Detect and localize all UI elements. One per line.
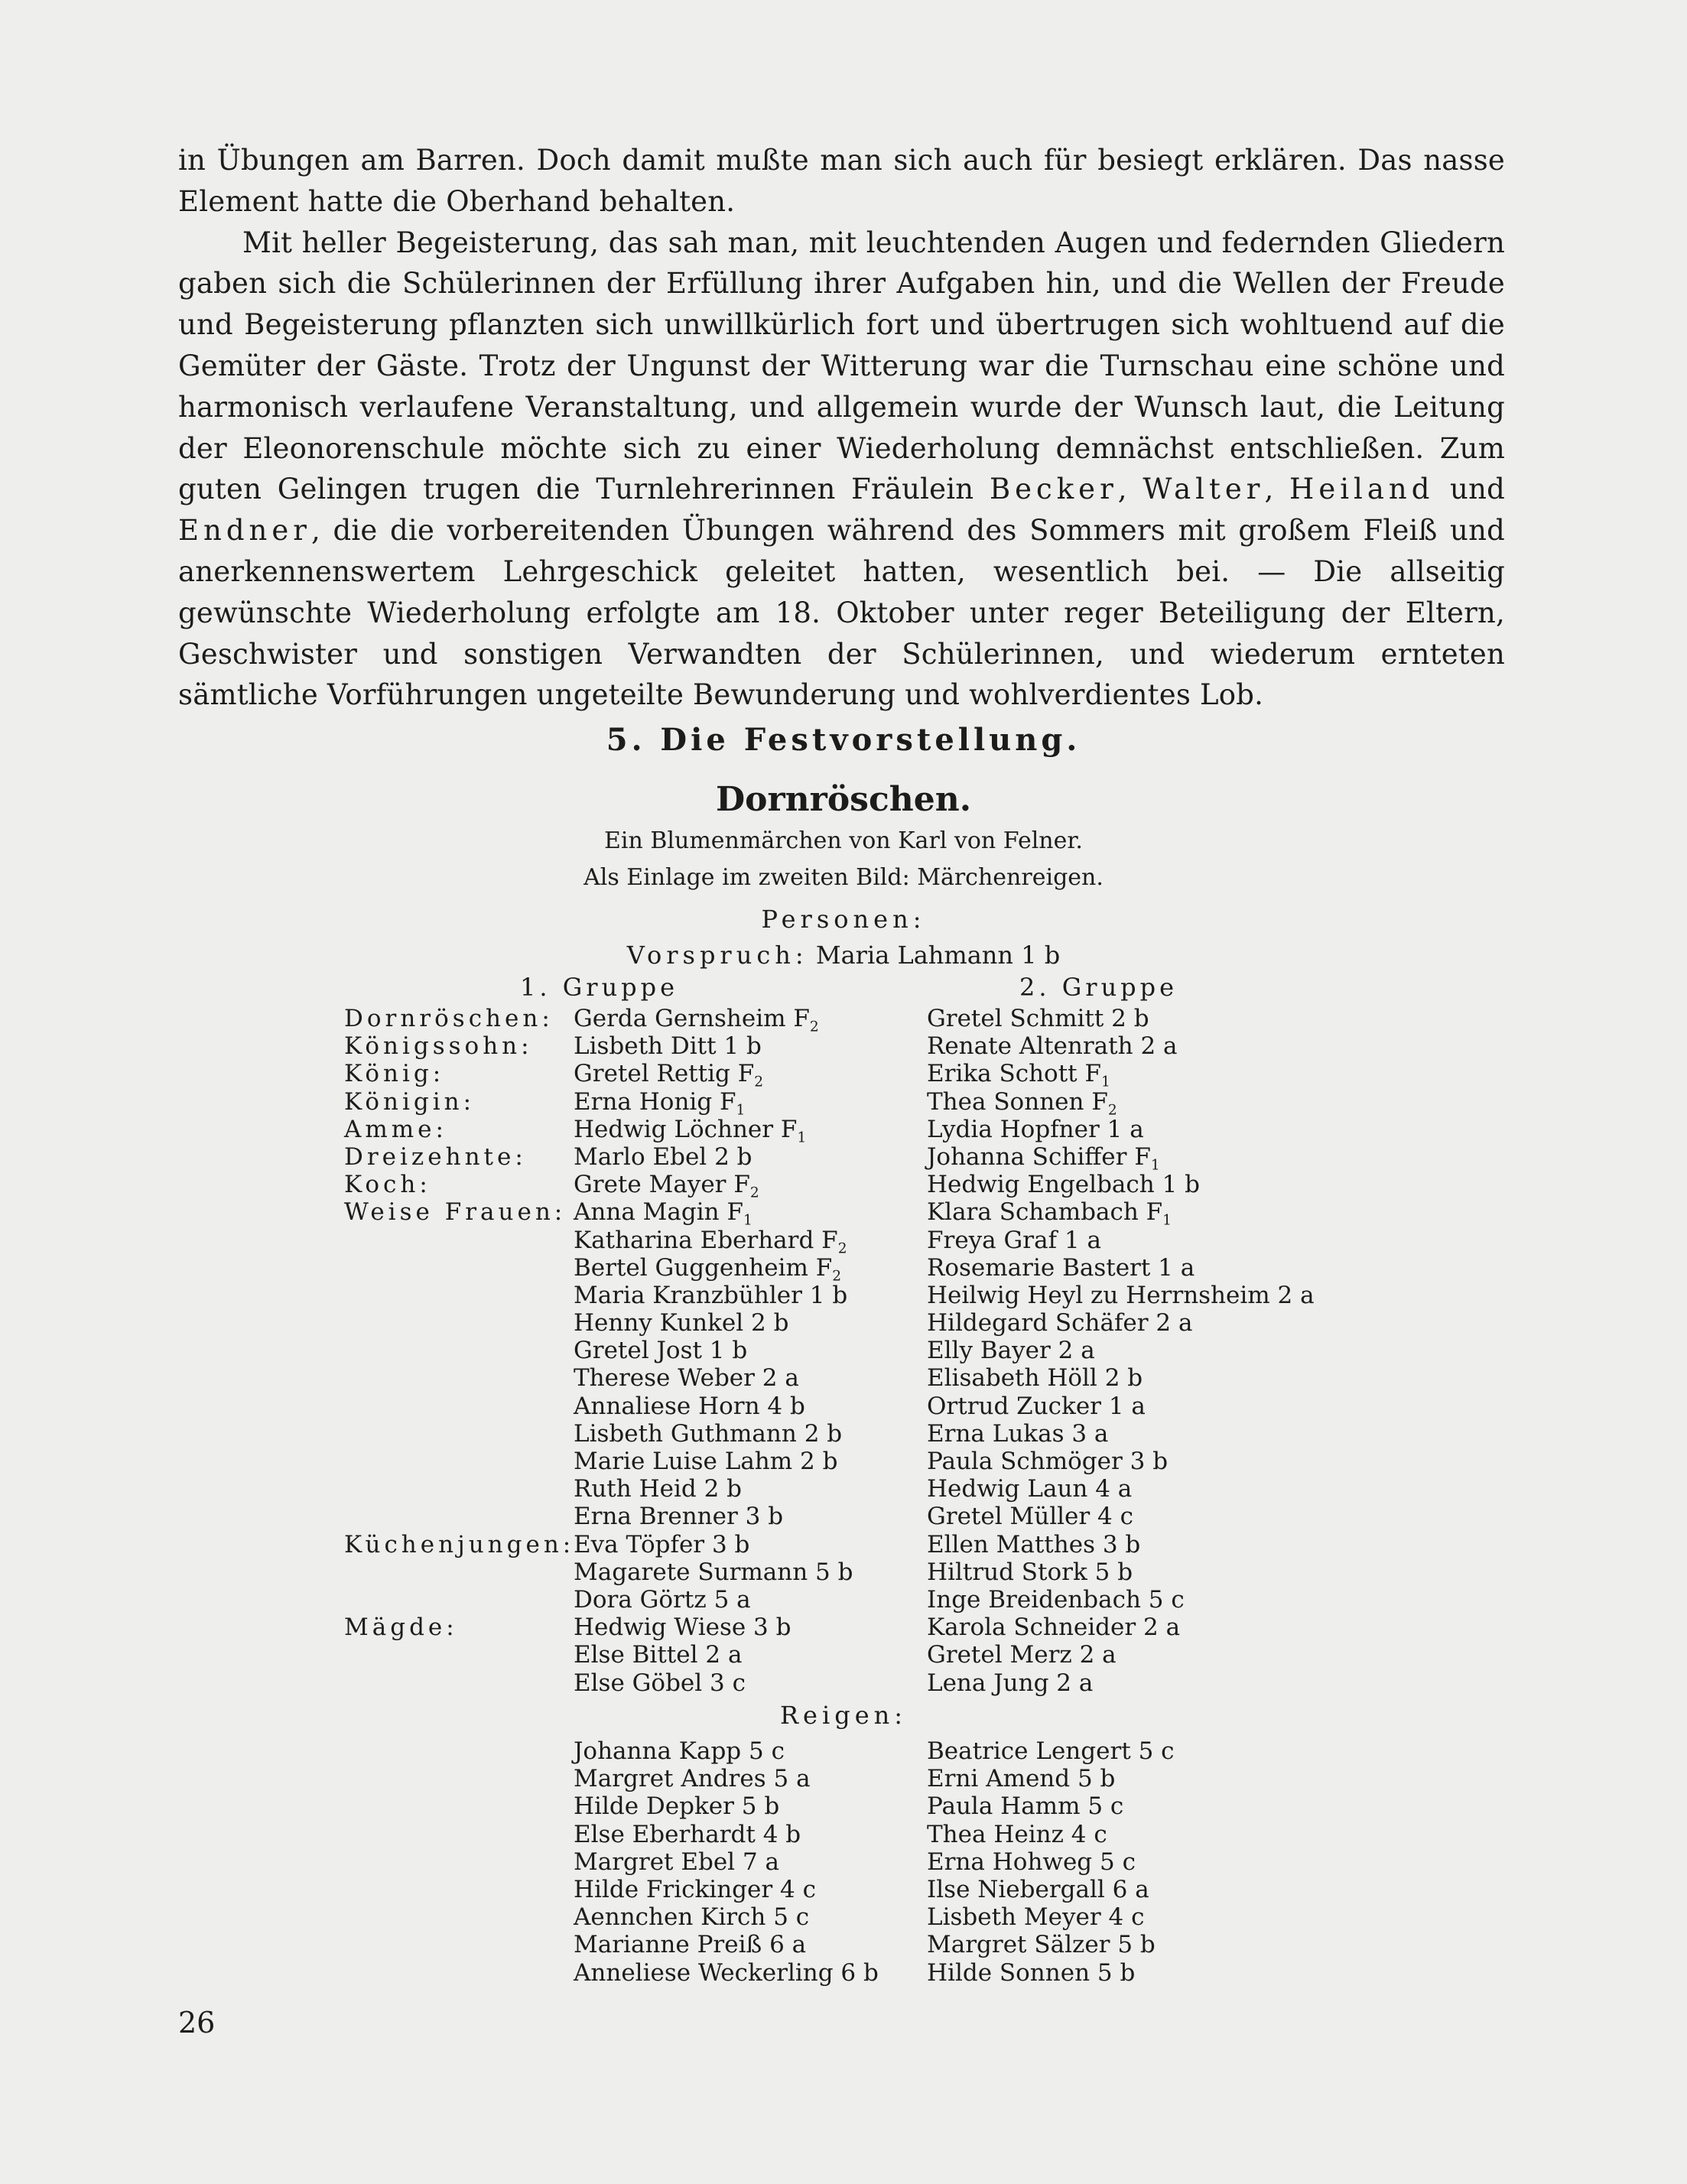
cast-group-2-name bbox=[927, 1227, 1101, 1254]
cast-role: Küchenjungen: bbox=[344, 1530, 575, 1558]
cast-row bbox=[0, 1641, 1687, 1669]
cast-name-text: Gretel Schmitt 2 b bbox=[927, 1005, 1149, 1032]
class-subscript: 2 bbox=[809, 1019, 819, 1035]
cast-group-1-name bbox=[574, 1558, 853, 1586]
cast-name-text: Gretel Jost 1 b bbox=[574, 1337, 748, 1365]
cast-name-text: Gretel Merz 2 a bbox=[927, 1641, 1117, 1669]
cast-group-2-name bbox=[927, 1087, 1117, 1119]
cast-group-2-name bbox=[927, 1282, 1315, 1309]
cast-name-text: Gerda Gernsheim F bbox=[574, 1005, 810, 1032]
cast-row bbox=[0, 1364, 1687, 1392]
cast-row bbox=[0, 1337, 1687, 1364]
cast-name-text: Klara Schambach F bbox=[927, 1198, 1163, 1227]
paragraph-1: in Übungen am Barren. Doch damit mußte man sich auch für besiegt erklären. Das nasse Element hatte die Oberhand behalten. bbox=[178, 144, 1505, 218]
cast-row bbox=[0, 1171, 1687, 1201]
class-subscript: 1 bbox=[1101, 1074, 1110, 1090]
cast-role: Königin: bbox=[344, 1087, 476, 1116]
paragraph-2: Mit heller Begeisterung, das sah man, mit leuchtenden Augen und federnden Gliedern gaben sich die Schülerinnen der Erfüllung ihrer Aufgaben hin, und die Wellen der Freude und Begeisterung pflanzten sich unwillkürlich fort und übertrugen sich wohltuend auf die Gemüter der Gäste. Trotz der Ungunst der Witterung war die Turnschau eine schöne und harmonisch verlaufene Veranstaltung, und allgemein wurde der Wunsch laut, die Leitung der Eleonorenschule möchte sich zu einer Wiederholung demnächst entschließen. Zum guten Gelingen trugen die Turnlehrerinnen Fräulein Becker, Walter, Heiland und Endner, die die vorbereitenden Übungen während des Sommers mit großem Fleiß und anerkennenswertem Lehrgeschick geleitet hatten, wesentlich bei. — Die allseitig gewünschte Wiederholung erfolgte am 18. Oktober unter reger Beteiligung der Eltern, Geschwister und sonstigen Verwandten der Schülerinnen, und wiederum ernteten sämtliche Vorführungen ungeteilte Bewunderung und wohlverdientes Lob. bbox=[178, 226, 1505, 712]
cast-group-1-name bbox=[574, 1393, 805, 1420]
cast-group-2-name bbox=[927, 1448, 1168, 1475]
cast-row bbox=[0, 1448, 1687, 1475]
reigen-left-name: Aennchen Kirch 5 c bbox=[574, 1903, 810, 1932]
cast-group-2-name bbox=[927, 1641, 1117, 1669]
cast-name-text: Else Göbel 3 c bbox=[574, 1669, 746, 1697]
cast-row bbox=[0, 1420, 1687, 1448]
cast-group-1-name bbox=[574, 1586, 751, 1614]
reigen-row bbox=[0, 1792, 1687, 1820]
reigen-right-name: Lisbeth Meyer 4 c bbox=[927, 1903, 1145, 1932]
cast-name-text: Maria Kranzbühler 1 b bbox=[574, 1281, 848, 1309]
cast-group-2-name bbox=[927, 1531, 1140, 1558]
reigen-left-name: Hilde Frickinger 4 c bbox=[574, 1875, 816, 1903]
reigen-row bbox=[0, 1821, 1687, 1848]
reigen-right-name: Beatrice Lengert 5 c bbox=[927, 1737, 1175, 1765]
cast-name-text: Paula Schmöger 3 b bbox=[927, 1448, 1169, 1475]
play-title: Dornröschen. bbox=[715, 780, 972, 819]
paragraph-2-part-a: Mit heller Begeisterung, das sah man, mit leuchtenden Augen und federnden Gliedern gaben sich die Schülerinnen der Erfüllung ihrer Aufgaben hin, und die Wellen der Freude und Begeisterung pflanzten sich unwillkürlich fort und übertrugen sich wohltuend auf die Gemüter der Gäste. Trotz der Ungunst der Witterung war die Turnschau eine schöne und harmonisch verlaufene Veranstaltung, und allgemein wurde der Wunsch laut, die Leitung der Eleonorenschule möchte sich zu einer Wiederholung demnächst entschließen. Zum guten Gelingen trugen die Turnlehrerinnen Fräulein bbox=[178, 226, 1505, 506]
cast-role: Amme: bbox=[344, 1115, 447, 1143]
cast-group-1-name bbox=[574, 1420, 842, 1448]
cast-group-2-name bbox=[927, 1142, 1160, 1174]
cast-row bbox=[0, 1115, 1687, 1146]
cast-name-text: Erna Honig F bbox=[574, 1087, 736, 1116]
cast-group-1-name bbox=[574, 1143, 752, 1171]
cast-row bbox=[0, 1032, 1687, 1060]
cast-group-1-name bbox=[574, 1337, 747, 1364]
cast-row bbox=[0, 1393, 1687, 1420]
cast-group-1-name bbox=[574, 1032, 762, 1060]
cast-name-text: Anna Magin F bbox=[574, 1198, 743, 1227]
cast-group-1-name bbox=[574, 1364, 799, 1392]
cast-role: Dornröschen: bbox=[344, 1005, 554, 1032]
cast-name-text: Gretel Rettig F bbox=[574, 1060, 755, 1088]
cast-group-2-name bbox=[927, 1171, 1200, 1198]
personen-heading: Personen: bbox=[761, 905, 926, 934]
cast-name-text: Ortrud Zucker 1 a bbox=[927, 1392, 1146, 1420]
cast-group-1-name bbox=[574, 1531, 749, 1558]
cast-group-2-name bbox=[927, 1669, 1093, 1697]
cast-name-text: Hedwig Engelbach 1 b bbox=[927, 1171, 1200, 1199]
cast-role: Dreizehnte: bbox=[344, 1142, 527, 1171]
reigen-heading: Reigen: bbox=[779, 1701, 908, 1730]
cast-group-2-name bbox=[927, 1337, 1095, 1364]
reigen-row bbox=[0, 1959, 1687, 1987]
cast-name-text: Marlo Ebel 2 b bbox=[574, 1142, 752, 1171]
cast-group-2-name bbox=[927, 1393, 1146, 1420]
cast-name-text: Lydia Hopfner 1 a bbox=[927, 1115, 1144, 1143]
cast-row bbox=[0, 1282, 1687, 1309]
cast-name-text: Elisabeth Höll 2 b bbox=[927, 1364, 1143, 1393]
cast-name-text: Ruth Heid 2 b bbox=[574, 1475, 742, 1503]
class-subscript: 1 bbox=[1162, 1212, 1172, 1229]
cast-row bbox=[0, 1503, 1687, 1530]
cast-name-text: Lisbeth Ditt 1 b bbox=[574, 1032, 762, 1061]
reigen-right-name: Erna Hohweg 5 c bbox=[927, 1848, 1136, 1876]
paragraph-2-part-b: , die die vorbereitenden Übungen während des Sommers mit großem Fleiß und anerkennenswertem Lehrgeschick geleitet hatten, wesentlich bei. — Die allseitig gewünschte Wiederholung erfolgte am 18. Oktober unter reger Beteiligung der Eltern, Geschwister und sonstigen Verwandten der Schülerinnen, und wiederum ernteten sämtliche Vorführungen ungeteilte Bewunderung und wohlverdientes Lob. bbox=[178, 514, 1505, 712]
vorspruch-name: Maria Lahmann 1 b bbox=[815, 941, 1061, 970]
cast-name-text: Katharina Eberhard F bbox=[574, 1226, 838, 1254]
cast-row bbox=[0, 1586, 1687, 1614]
reigen-right-name: Paula Hamm 5 c bbox=[927, 1792, 1124, 1821]
class-subscript: 2 bbox=[837, 1240, 847, 1256]
cast-name-text: Lisbeth Guthmann 2 b bbox=[574, 1419, 843, 1448]
cast-group-1-name bbox=[574, 1171, 759, 1201]
cast-role: Koch: bbox=[344, 1171, 431, 1199]
cast-name-text: Hiltrud Stork 5 b bbox=[927, 1558, 1133, 1586]
reigen-right-name: Erni Amend 5 b bbox=[927, 1765, 1116, 1793]
cast-group-1-name bbox=[574, 1115, 807, 1146]
reigen-left-name: Anneliese Weckerling 6 b bbox=[574, 1958, 879, 1987]
cast-name-text: Else Bittel 2 a bbox=[574, 1641, 743, 1669]
cast-group-2-name bbox=[927, 1198, 1172, 1229]
cast-name-text: Hedwig Laun 4 a bbox=[927, 1475, 1133, 1503]
cast-name-text: Johanna Schiffer F bbox=[927, 1142, 1151, 1171]
reigen-right-name: Thea Heinz 4 c bbox=[927, 1820, 1107, 1848]
cast-name-text: Erna Lukas 3 a bbox=[927, 1419, 1109, 1448]
class-subscript: 2 bbox=[749, 1185, 759, 1201]
cast-group-1-name bbox=[574, 1253, 842, 1285]
teacher-becker: Becker bbox=[989, 473, 1118, 506]
cast-group-2-name bbox=[927, 1503, 1133, 1530]
reigen-row bbox=[0, 1765, 1687, 1792]
cast-row bbox=[0, 1253, 1687, 1285]
cast-row bbox=[0, 1060, 1687, 1090]
cast-name-text: Thea Sonnen F bbox=[927, 1087, 1108, 1116]
cast-group-1-name bbox=[574, 1614, 791, 1641]
class-subscript: 1 bbox=[797, 1129, 807, 1146]
cast-role: Mägde: bbox=[344, 1614, 458, 1642]
class-subscript: 1 bbox=[736, 1102, 746, 1119]
cast-name-text: Ellen Matthes 3 b bbox=[927, 1530, 1141, 1558]
cast-name-text: Inge Breidenbach 5 c bbox=[927, 1585, 1185, 1614]
cast-group-2-name bbox=[927, 1586, 1185, 1614]
cast-group-2-name bbox=[927, 1005, 1149, 1032]
reigen-right-name: Hilde Sonnen 5 b bbox=[927, 1958, 1136, 1987]
teacher-endner: Endner bbox=[178, 514, 311, 548]
cast-row bbox=[0, 1669, 1687, 1697]
cast-role: Königssohn: bbox=[344, 1032, 533, 1061]
cast-name-text: Rosemarie Bastert 1 a bbox=[927, 1253, 1195, 1282]
cast-name-text: Dora Görtz 5 a bbox=[574, 1585, 751, 1614]
cast-row bbox=[0, 1198, 1687, 1229]
cast-name-text: Therese Weber 2 a bbox=[574, 1364, 799, 1393]
cast-group-1-name bbox=[574, 1503, 783, 1530]
cast-group-2-name bbox=[927, 1475, 1132, 1503]
cast-group-1-name bbox=[574, 1448, 837, 1475]
reigen-left-name: Else Eberhardt 4 b bbox=[574, 1820, 801, 1848]
cast-group-2-name bbox=[927, 1614, 1180, 1641]
cast-row bbox=[0, 1614, 1687, 1641]
page-number: 26 bbox=[178, 2006, 216, 2039]
cast-group-1-name bbox=[574, 1282, 847, 1309]
group-2-heading: 2. Gruppe bbox=[1019, 973, 1178, 1002]
cast-row bbox=[0, 1475, 1687, 1503]
cast-row bbox=[0, 1309, 1687, 1337]
cast-name-text: Heilwig Heyl zu Herrnsheim 2 a bbox=[927, 1281, 1315, 1309]
teacher-heiland: Heiland bbox=[1289, 473, 1435, 506]
cast-name-text: Erika Schott F bbox=[927, 1060, 1101, 1088]
play-subtitle: Ein Blumenmärchen von Karl von Felner. bbox=[604, 827, 1083, 854]
cast-group-2-name bbox=[927, 1558, 1133, 1586]
reigen-row bbox=[0, 1737, 1687, 1765]
cast-name-text: Hedwig Wiese 3 b bbox=[574, 1614, 791, 1642]
cast-name-text: Hildegard Schäfer 2 a bbox=[927, 1309, 1193, 1337]
class-subscript: 2 bbox=[832, 1268, 842, 1285]
cast-group-2-name bbox=[927, 1032, 1178, 1060]
cast-name-text: Marie Luise Lahm 2 b bbox=[574, 1448, 838, 1475]
cast-row bbox=[0, 1087, 1687, 1119]
reigen-left-name: Margret Ebel 7 a bbox=[574, 1848, 780, 1876]
play-insert-note: Als Einlage im zweiten Bild: Märchenreigen. bbox=[583, 864, 1104, 891]
reigen-left-name: Margret Andres 5 a bbox=[574, 1765, 811, 1793]
cast-name-text: Hedwig Löchner F bbox=[574, 1115, 798, 1143]
reigen-row bbox=[0, 1903, 1687, 1931]
class-subscript: 1 bbox=[743, 1212, 752, 1229]
reigen-list bbox=[0, 1737, 1687, 1987]
cast-name-text: Grete Mayer F bbox=[574, 1171, 750, 1199]
cast-name-text: Lena Jung 2 a bbox=[927, 1669, 1094, 1697]
class-subscript: 1 bbox=[1150, 1157, 1160, 1174]
cast-group-1-name bbox=[574, 1227, 847, 1254]
group-1-heading: 1. Gruppe bbox=[520, 973, 679, 1002]
cast-group-2-name bbox=[927, 1420, 1108, 1448]
cast-name-text: Eva Töpfer 3 b bbox=[574, 1530, 750, 1558]
cast-name-text: Renate Altenrath 2 a bbox=[927, 1032, 1178, 1061]
cast-group-2-name bbox=[927, 1060, 1110, 1090]
cast-group-1-name bbox=[574, 1005, 819, 1035]
reigen-left-name: Marianne Preiß 6 a bbox=[574, 1931, 807, 1959]
reigen-row bbox=[0, 1876, 1687, 1903]
cast-group-1-name bbox=[574, 1475, 742, 1503]
cast-name-text: Elly Bayer 2 a bbox=[927, 1337, 1095, 1365]
cast-group-2-name bbox=[927, 1254, 1195, 1282]
cast-list bbox=[0, 1005, 1687, 1697]
vorspruch-line bbox=[0, 941, 1687, 970]
teacher-walter: Walter bbox=[1143, 473, 1265, 506]
cast-row bbox=[0, 1142, 1687, 1174]
cast-group-2-name bbox=[927, 1364, 1143, 1392]
cast-name-text: Henny Kunkel 2 b bbox=[574, 1309, 789, 1337]
cast-role: König: bbox=[344, 1060, 445, 1088]
cast-role: Weise Frauen: bbox=[344, 1198, 567, 1227]
cast-name-text: Bertel Guggenheim F bbox=[574, 1253, 833, 1282]
vorspruch-label: Vorspruch: bbox=[626, 941, 808, 970]
cast-group-2-name bbox=[927, 1116, 1144, 1143]
section-heading: 5. Die Festvorstellung. bbox=[606, 722, 1081, 758]
reigen-left-name: Johanna Kapp 5 c bbox=[574, 1737, 785, 1765]
cast-group-1-name bbox=[574, 1309, 788, 1337]
cast-group-1-name bbox=[574, 1641, 742, 1669]
reigen-right-name: Ilse Niebergall 6 a bbox=[927, 1875, 1149, 1903]
cast-name-text: Gretel Müller 4 c bbox=[927, 1503, 1133, 1531]
cast-group-1-name bbox=[574, 1087, 746, 1119]
cast-name-text: Annaliese Horn 4 b bbox=[574, 1392, 805, 1420]
cast-name-text: Magarete Surmann 5 b bbox=[574, 1558, 853, 1586]
cast-name-text: Erna Brenner 3 b bbox=[574, 1503, 784, 1531]
reigen-row bbox=[0, 1848, 1687, 1876]
reigen-right-name: Margret Sälzer 5 b bbox=[927, 1931, 1156, 1959]
reigen-left-name: Hilde Depker 5 b bbox=[574, 1792, 780, 1821]
cast-row bbox=[0, 1558, 1687, 1586]
cast-name-text: Freya Graf 1 a bbox=[927, 1226, 1101, 1254]
cast-group-1-name bbox=[574, 1198, 752, 1229]
cast-group-1-name bbox=[574, 1060, 764, 1090]
intro-text bbox=[178, 140, 1505, 716]
cast-row bbox=[0, 1227, 1687, 1254]
cast-group-1-name bbox=[574, 1669, 746, 1697]
reigen-row bbox=[0, 1931, 1687, 1958]
cast-row bbox=[0, 1005, 1687, 1035]
class-subscript: 2 bbox=[1107, 1102, 1117, 1119]
cast-group-2-name bbox=[927, 1309, 1193, 1337]
cast-row bbox=[0, 1531, 1687, 1558]
class-subscript: 2 bbox=[754, 1074, 764, 1090]
and-word: und bbox=[1450, 473, 1505, 506]
cast-name-text: Karola Schneider 2 a bbox=[927, 1614, 1181, 1642]
